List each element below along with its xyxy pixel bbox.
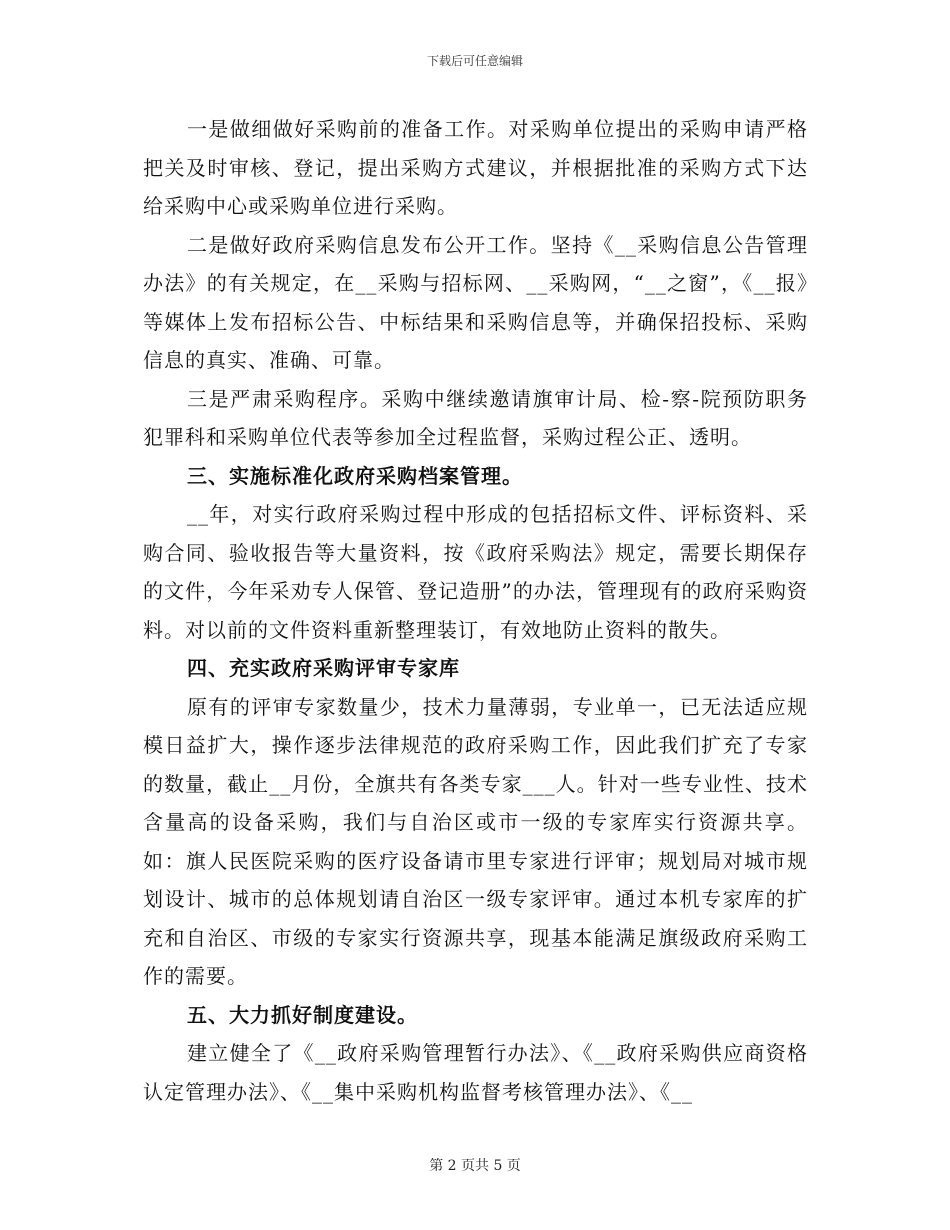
document-body [143,110,808,1111]
section-heading-expert-pool: 四、充实政府采购评审专家库 [187,656,460,680]
paragraph-system-building: 建立健全了《__政府采购管理暂行办法》、《__政府采购供应商资格认定管理办法》、《__集中采购机构监督考核管理办法》、《__ [143,1041,808,1104]
page-header: 下载后可任意编辑 [426,54,523,68]
page-number: 第 2 页共 5 页 [429,1158,521,1174]
paragraph-archive: __年，对实行政府采购过程中形成的包括招标文件、评标资料、采购合同、验收报告等大量资料，按《政府采购法》规定，需要长期保存的文件，今年采劝专人保管、登记造册”的办法，管理现有的政府采购资料。对以前的文件资料重新整理装订，有效地防止资料的散失。 [143,502,808,642]
paragraph-information-disclosure: 二是做好政府采购信息发布公开工作。坚持《__采购信息公告管理办法》的有关规定，在__采购与招标网、__采购网，“__之窗”，《__报》等媒体上发布招标公告、中标结果和采购信息等，并确保招投标、采购信息的真实、准确、可靠。 [143,232,808,372]
paragraph-preparation: 一是做细做好采购前的准备工作。对采购单位提出的采购申请严格把关及时审核、登记，提出采购方式建议，并根据批准的采购方式下达给采购中心或采购单位进行采购。 [143,117,808,218]
paragraph-expert-pool: 原有的评审专家数量少，技术力量薄弱，专业单一，已无法适应规模日益扩大，操作逐步法律规范的政府采购工作，因此我们扩充了专家的数量，截止__月份，全旗共有各类专家___人。针对一些专业性、技术含量高的设备采购，我们与自治区或市一级的专家库实行资源共享。如：旗人民医院采购的医疗设备请市里专家进行评审；规划局对城市规划设计、城市的总体规划请自治区一级专家评审。通过本机专家库的扩充和自治区、市级的专家实行资源共享，现基本能满足旗级政府采购工作的需要。 [143,694,808,988]
section-heading-archive: 三、实施标准化政府采购档案管理。 [187,463,523,488]
section-heading-system-building: 五、大力抓好制度建设。 [187,1002,418,1027]
paragraph-procedure: 三是严肃采购程序。采购中继续邀请旗审计局、检-察-院预防职务犯罪科和采购单位代表等参加全过程监督，采购过程公正、透明。 [143,386,808,449]
